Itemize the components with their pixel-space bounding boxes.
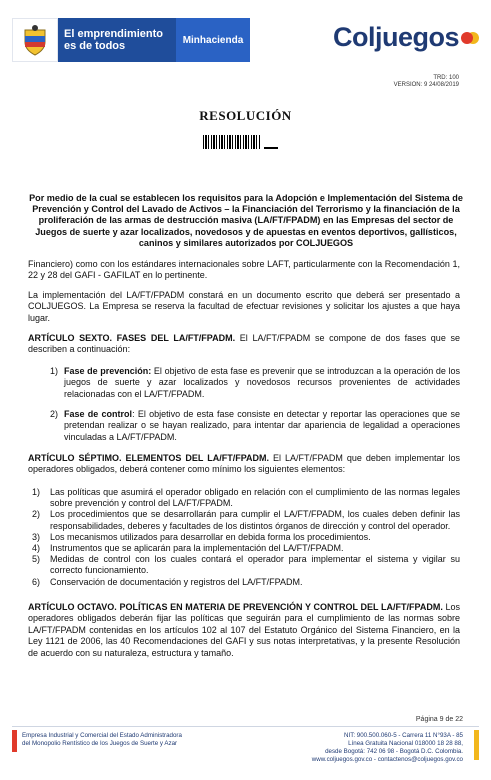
footer-phone: Línea Gratuita Nacional 018000 18 28 88, bbox=[348, 740, 463, 747]
footer-accent-right bbox=[474, 730, 479, 760]
footer-entity-line: Empresa Industrial y Comercial del Estado Administradora bbox=[22, 732, 182, 739]
phase-number: 2) bbox=[50, 409, 59, 419]
footer-entity-line: del Monopolio Rentístico de los Juegos de Suerte y Azar bbox=[22, 740, 178, 747]
gov-slogan: El emprendimiento es de todos bbox=[58, 18, 176, 62]
article-seventh bbox=[28, 453, 460, 476]
list-item: 5) Medidas de control con los cuales contará el operador para implementar el sistema y vigilar su correcto funcionamiento. bbox=[32, 554, 460, 576]
list-item: 4) Instrumentos que se aplicarán para la implementación del LA/FT/FPADM. bbox=[32, 543, 344, 554]
footer-contact bbox=[312, 732, 463, 764]
list-item: 1) Las políticas que asumirá el operador obligado en relación con el cumplimiento de las normas legales sobre prevención y control del LA/FT/FPADM. bbox=[32, 487, 460, 509]
footer-entity bbox=[22, 732, 182, 748]
article-sixth bbox=[28, 333, 460, 356]
article-seventh-heading: ARTÍCULO SÉPTIMO. ELEMENTOS DEL LA/FT/FPADM. bbox=[28, 453, 270, 463]
footer-city: desde Bogotá: 742 06 98 - Bogotá D.C. Colombia. bbox=[325, 748, 463, 755]
brand-swirl-icon bbox=[461, 32, 473, 44]
paragraph-standards: Financiero) como con los estándares internacionales sobre LAFT, particularmente con la Recomendación 1, 22 y 28 del GAFI - GAFILAT en lo pertinente. bbox=[28, 259, 460, 281]
elements-list bbox=[32, 487, 460, 588]
document-title: RESOLUCIÓN bbox=[199, 108, 292, 123]
gov-banner bbox=[12, 18, 250, 62]
phase-label: Fase de prevención: bbox=[64, 366, 152, 376]
resolution-summary: Por medio de la cual se establecen los requisitos para la Adopción e Implementación del Sistema de Prevención y Control del Lavado de Activos – la Financiación del Terrorismo y la financiación de la proliferación de las armas de destrucción masiva (LA/FT/FPADM) en las Empresas del sector de Juegos de suerte y azar localizados, novedosos y de apuestas en eventos deportivos, gallísticos, caninos y similares autorizados por COLJUEGOS bbox=[29, 193, 463, 248]
article-seventh-text: El LA/FT/FPADM que deben implementar los operadores obligados, deberá contener como mínimo los siguientes elementos: bbox=[28, 453, 460, 475]
list-item: 3) Los mecanismos utilizados para desarrollar en debida forma los procedimientos. bbox=[32, 531, 371, 542]
phase-text: El objetivo de esta fase es prevenir que se introduzcan a la operación de los juegos de suerte y azar localizados y novedosos recursos provenientes de actividades relacionadas con el LA/FT/FPADM. bbox=[64, 366, 460, 399]
phase-number: 1) bbox=[50, 366, 59, 376]
barcode-icon bbox=[203, 135, 261, 149]
barcode-underline bbox=[264, 147, 278, 149]
list-item: 6) Conservación de documentación y registros del LA/FT/FPADM. bbox=[32, 576, 303, 587]
footer-accent-left bbox=[12, 730, 17, 752]
footer-divider bbox=[12, 726, 479, 727]
phase-label: Fase de control bbox=[64, 409, 133, 419]
article-sixth-heading: ARTÍCULO SEXTO. FASES DEL LA/FT/FPADM. bbox=[28, 333, 236, 343]
phase-item bbox=[50, 409, 460, 443]
version-label: VERSION: 9 24/08/2019 bbox=[393, 82, 459, 88]
trd-label: TRD: 100 bbox=[433, 75, 459, 81]
footer-nit: NIT: 900.500.060-5 - Carrera 11 N°93A - 85 bbox=[344, 732, 463, 739]
ministry-label: Minhacienda bbox=[176, 18, 250, 62]
phase-item bbox=[50, 366, 460, 400]
phase-text: : El objetivo de esta fase consiste en detectar y reportar las operaciones que se pretendan realizar o se hayan realizado, para intentar dar apariencia de legalidad a operaciones vinculadas a LA/FT/FPADM. bbox=[64, 409, 461, 442]
colombia-coat-of-arms-icon bbox=[12, 18, 58, 62]
footer-web-link[interactable]: www.coljuegos.gov.co - contactenos@coljuegos.gov.co bbox=[311, 756, 463, 763]
article-eighth-heading: ARTÍCULO OCTAVO. POLÍTICAS EN MATERIA DE PREVENCIÓN Y CONTROL DEL LA/FT/FPADM. bbox=[28, 602, 443, 612]
brand-name: Coljuegos bbox=[332, 22, 459, 52]
document-version bbox=[394, 75, 459, 89]
article-eighth bbox=[28, 602, 460, 659]
article-sixth-text: El LA/FT/FPADM se compone de dos fases que se describen a continuación: bbox=[28, 333, 460, 355]
page-number: Página 9 de 22 bbox=[415, 716, 463, 723]
paragraph-implementation: La implementación del LA/FT/FPADM constará en un documento escrito que deberá ser presentado a COLJUEGOS. La Empresa se reserva la facultad de efectuar revisiones y solicitar los ajustes a que haya lugar. bbox=[28, 290, 460, 323]
coljuegos-logo bbox=[333, 22, 473, 53]
list-item: 2) Los procedimientos que se desarrollarán para cumplir el LA/FT/FPADM, los cuales deben definir las responsabilidades, deberes y facultades de los distintos órganos de dirección y control del operador. bbox=[32, 509, 460, 531]
article-eighth-text: Los operadores obligados deberán fijar las políticas que seguirán para el cumplimiento de las normas sobre LA/FT/FPADM contenidas en los artículos 102 al 107 del Estatuto Orgánico del Sistema Financiero, en la Ley 1121 de 2006, las 40 Recomendaciones del GAFI y sus notas interpretativas, y la presente Resolución de acuerdo con su naturaleza, estructura y tamaño. bbox=[28, 602, 460, 658]
